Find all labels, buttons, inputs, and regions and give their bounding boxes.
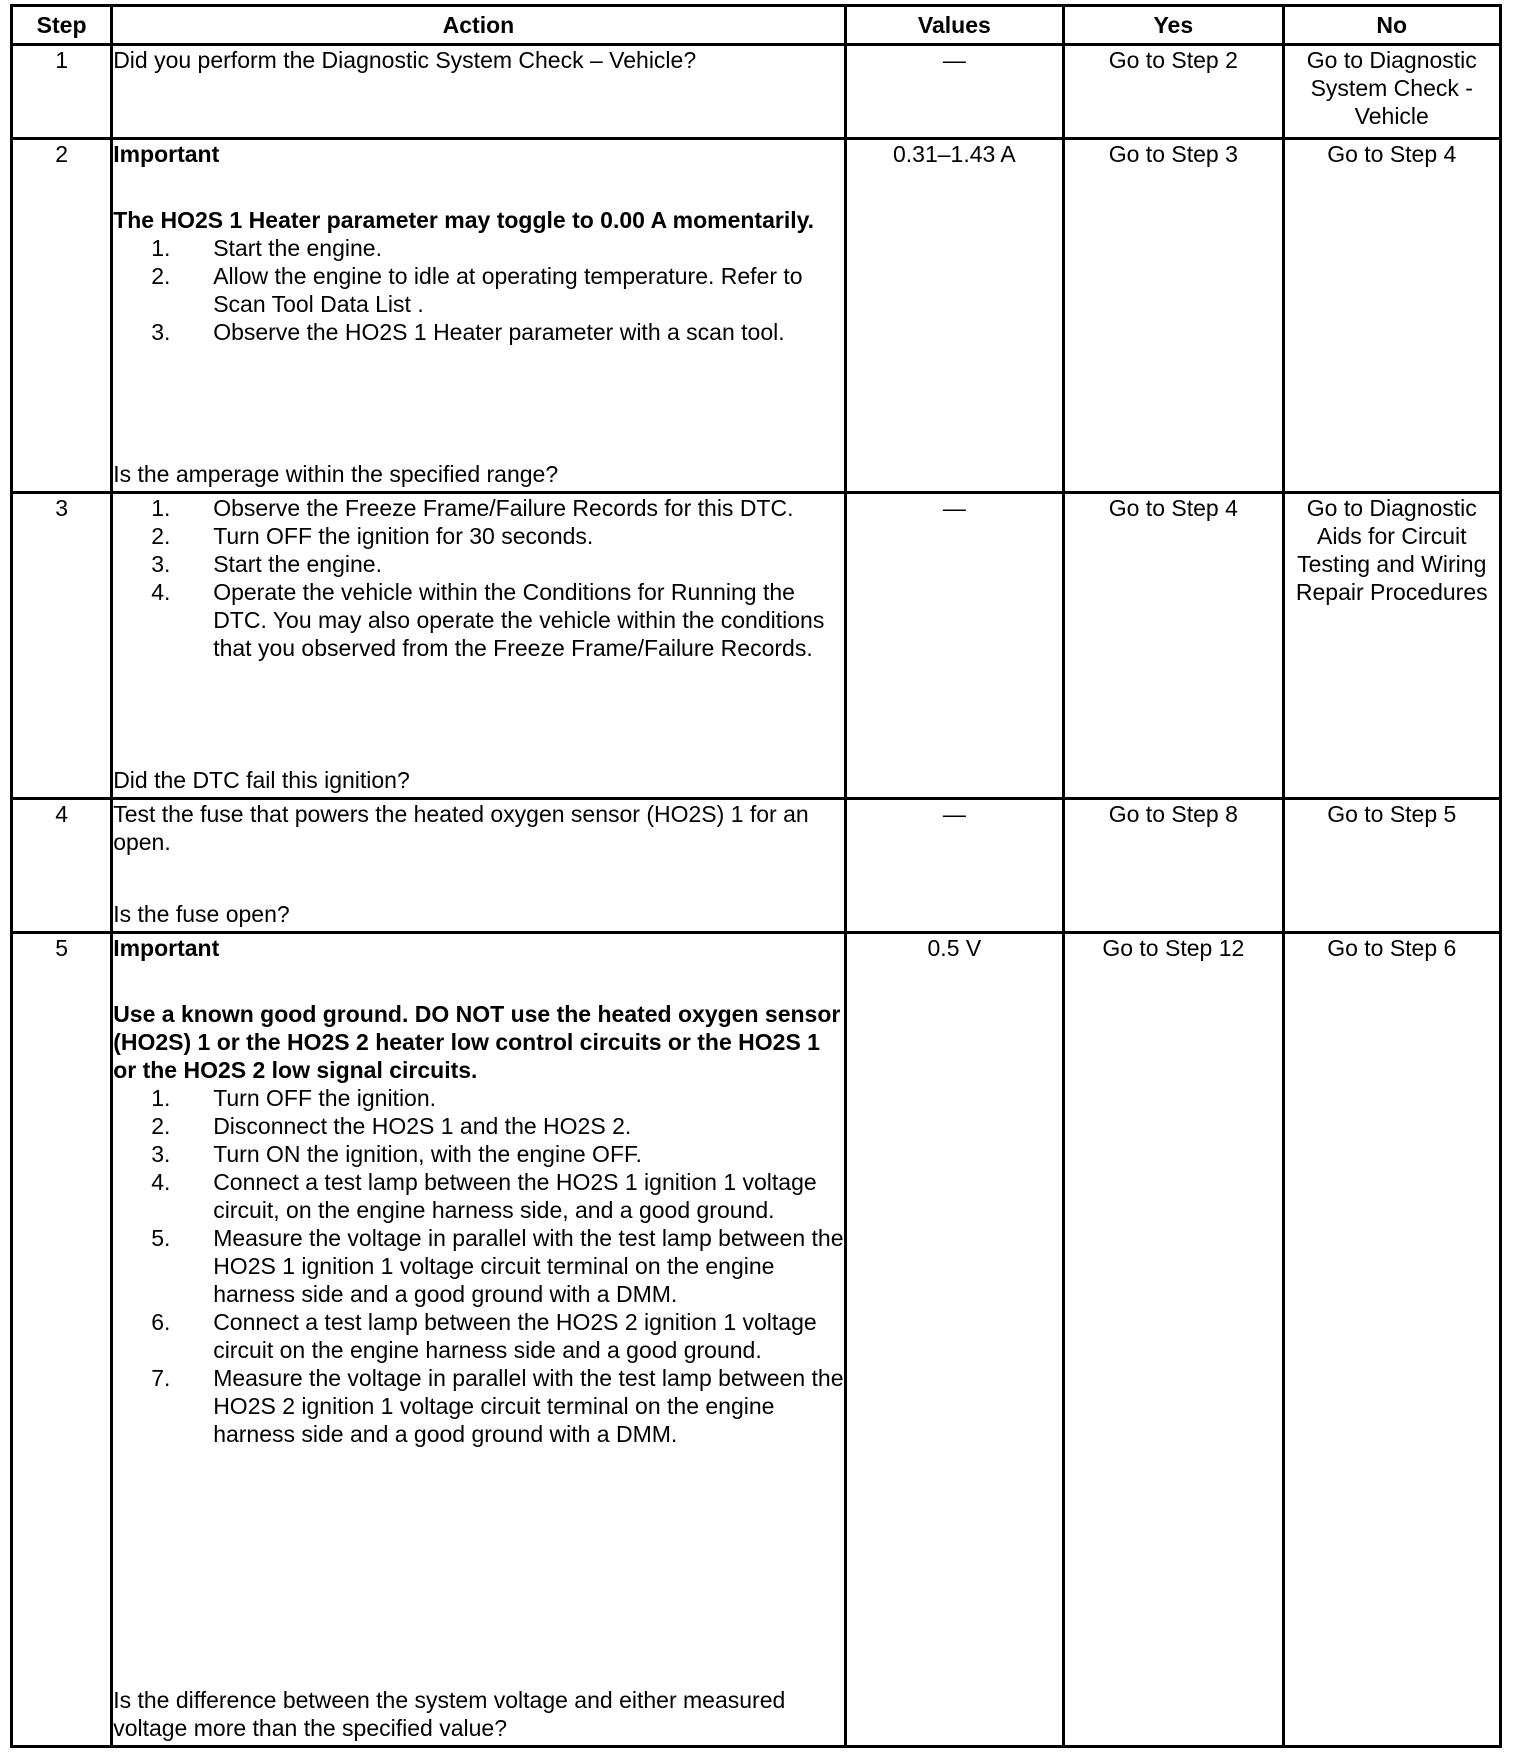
procedure-step: Measure the voltage in parallel with the test lamp between the HO2S 2 ignition 1 voltage circuit terminal on the engine harness side and a good ground with a DMM. [213,1365,844,1447]
important-label: Important [113,141,220,167]
procedure-step: Disconnect the HO2S 1 and the HO2S 2. [213,1113,632,1139]
step-number: 4 [12,799,112,933]
table-row-step-2 [12,139,1501,493]
yes-cell: Go to Step 4 [1064,493,1283,799]
yes-cell: Go to Step 8 [1064,799,1283,933]
action-cell [112,933,845,1747]
action-cell [112,139,845,493]
procedure-step: Start the engine. [213,235,382,261]
no-cell: Go to Diagnostic System Check - Vehicle [1283,45,1500,139]
procedure-step: Turn ON the ignition, with the engine OFF. [213,1141,642,1167]
procedure-step: Allow the engine to idle at operating temperature. Refer to Scan Tool Data List . [213,263,803,317]
values-cell: — [845,799,1063,933]
procedure-list [113,234,843,346]
values-cell: — [845,45,1063,139]
procedure-step: Observe the HO2S 1 Heater parameter with a scan tool. [213,319,785,345]
action-text: Did you perform the Diagnostic System Check – Vehicle? [113,47,697,73]
no-cell: Go to Diagnostic Aids for Circuit Testing and Wiring Repair Procedures [1283,493,1500,799]
procedure-step: Start the engine. [213,551,382,577]
yes-cell: Go to Step 12 [1064,933,1283,1747]
table-header-row [12,6,1501,45]
step-number: 3 [12,493,112,799]
action-cell [112,45,845,139]
values-cell: 0.5 V [845,933,1063,1747]
header-no: No [1283,6,1500,45]
no-cell: Go to Step 4 [1283,139,1500,493]
question-text: Is the amperage within the specified range? [113,461,559,487]
step-number: 1 [12,45,112,139]
header-yes: Yes [1064,6,1283,45]
header-step: Step [12,6,112,45]
header-values: Values [845,6,1063,45]
values-cell: — [845,493,1063,799]
values-cell: 0.31–1.43 A [845,139,1063,493]
procedure-step: Connect a test lamp between the HO2S 2 ignition 1 voltage circuit on the engine harness side and a good ground. [213,1309,817,1363]
procedure-step: Measure the voltage in parallel with the test lamp between the HO2S 1 ignition 1 voltage circuit terminal on the engine harness side and a good ground with a DMM. [213,1225,844,1307]
important-label: Important [113,935,220,961]
table-row-step-5 [12,933,1501,1747]
procedure-list [113,494,843,662]
question-text: Is the fuse open? [113,901,290,927]
step-number: 5 [12,933,112,1747]
procedure-step: Turn OFF the ignition for 30 seconds. [213,523,594,549]
header-action: Action [112,6,845,45]
question-text: Did the DTC fail this ignition? [113,767,410,793]
procedure-step: Operate the vehicle within the Conditions for Running the DTC. You may also operate the vehicle within the conditions that you observed from the Freeze Frame/Failure Records. [213,579,825,661]
step-number: 2 [12,139,112,493]
important-note: Use a known good ground. DO NOT use the heated oxygen sensor (HO2S) 1 or the HO2S 2 heater low control circuits or the HO2S 1 or the HO2S 2 low signal circuits. [113,1001,841,1083]
table-row-step-3 [12,493,1501,799]
question-text: Is the difference between the system voltage and either measured voltage more than the specified value? [113,1687,786,1741]
diagnostic-table [10,4,1502,1748]
procedure-list [113,1084,843,1448]
procedure-step: Turn OFF the ignition. [213,1085,437,1111]
action-text: Test the fuse that powers the heated oxygen sensor (HO2S) 1 for an open. [113,801,809,855]
action-cell [112,799,845,933]
table-row-step-1 [12,45,1501,139]
procedure-step: Connect a test lamp between the HO2S 1 ignition 1 voltage circuit, on the engine harness side, and a good ground. [213,1169,817,1223]
action-cell [112,493,845,799]
important-note: The HO2S 1 Heater parameter may toggle to 0.00 A momentarily. [113,207,815,233]
yes-cell: Go to Step 2 [1064,45,1283,139]
no-cell: Go to Step 6 [1283,933,1500,1747]
table-row-step-4 [12,799,1501,933]
yes-cell: Go to Step 3 [1064,139,1283,493]
no-cell: Go to Step 5 [1283,799,1500,933]
procedure-step: Observe the Freeze Frame/Failure Records for this DTC. [213,495,794,521]
